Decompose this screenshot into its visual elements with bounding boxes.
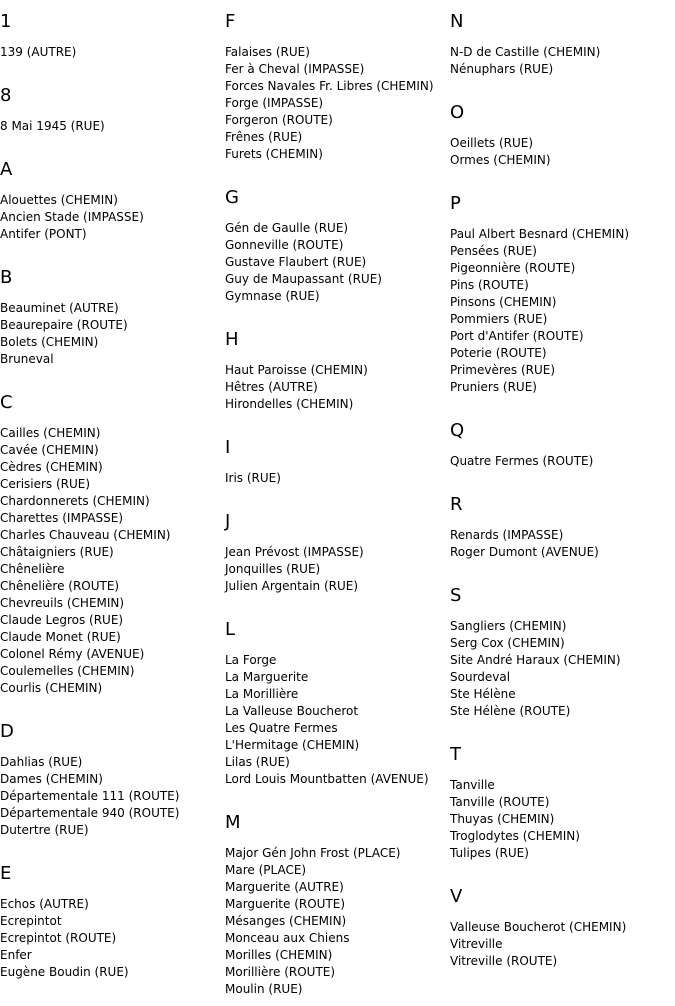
street-link[interactable]: Ste Hélène (450, 687, 516, 701)
street-link[interactable]: Coulemelles (CHEMIN) (0, 664, 135, 678)
letter-section (225, 509, 450, 617)
street-link[interactable]: Enfer (0, 948, 32, 962)
street-list (0, 192, 225, 243)
letter-section (225, 617, 450, 810)
letter-section (225, 185, 450, 327)
street-link[interactable]: Pins (ROUTE) (450, 278, 529, 292)
street-link[interactable]: Marguerite (AUTRE) (225, 880, 344, 894)
street-list (0, 896, 225, 981)
street-link[interactable]: Haut Paroisse (CHEMIN) (225, 363, 368, 377)
letter-section (450, 100, 675, 191)
street-link[interactable]: Gonneville (ROUTE) (225, 238, 344, 252)
street-link[interactable]: Ancien Stade (IMPASSE) (0, 210, 144, 224)
street-link[interactable]: Jean Prévost (IMPASSE) (225, 545, 364, 559)
street-link[interactable]: Dutertre (RUE) (0, 823, 89, 837)
street-link[interactable]: L'Hermitage (CHEMIN) (225, 738, 360, 752)
section-spacer (225, 487, 450, 509)
section-letter-heading: L (225, 619, 236, 640)
section-spacer (450, 470, 675, 492)
street-list (225, 220, 450, 305)
street-link[interactable]: Ormes (CHEMIN) (450, 153, 551, 167)
section-spacer (0, 697, 225, 719)
street-link[interactable]: Cavée (CHEMIN) (0, 443, 99, 457)
street-list (0, 118, 225, 135)
street-link[interactable]: Moulin (RUE) (225, 982, 303, 996)
street-list (450, 777, 675, 862)
section-letter-heading: 8 (0, 85, 12, 106)
letter-section (0, 861, 225, 981)
street-list (225, 845, 450, 998)
street-link[interactable]: Mare (PLACE) (225, 863, 307, 877)
street-list (225, 544, 450, 595)
section-letter-heading: I (225, 437, 231, 458)
section-spacer (225, 413, 450, 435)
street-link[interactable]: Vitreville (ROUTE) (450, 954, 558, 968)
street-link[interactable]: Vitreville (450, 937, 503, 951)
letter-section (450, 191, 675, 418)
section-spacer (450, 720, 675, 742)
section-letter-heading: V (450, 886, 463, 907)
street-list (0, 754, 225, 839)
street-link[interactable]: Forces Navales Fr. Libres (CHEMIN) (225, 79, 434, 93)
section-spacer (0, 839, 225, 861)
letter-section (450, 418, 675, 492)
street-link[interactable]: Chênelière (ROUTE) (0, 579, 120, 593)
section-spacer (450, 169, 675, 191)
street-link[interactable]: Thuyas (CHEMIN) (450, 812, 555, 826)
street-link[interactable]: Pensées (RUE) (450, 244, 537, 258)
street-link[interactable]: Poterie (ROUTE) (450, 346, 547, 360)
street-link[interactable]: Sangliers (CHEMIN) (450, 619, 567, 633)
street-link[interactable]: Gymnase (RUE) (225, 289, 320, 303)
section-spacer (225, 788, 450, 810)
section-letter-heading: F (225, 11, 236, 32)
street-link[interactable]: Bruneval (0, 352, 54, 366)
letter-section (225, 327, 450, 435)
street-link[interactable]: Major Gén John Frost (PLACE) (225, 846, 401, 860)
section-spacer (450, 78, 675, 100)
street-link[interactable]: Les Quatre Fermes (225, 721, 338, 735)
letter-section (0, 265, 225, 390)
street-link[interactable]: Paul Albert Besnard (CHEMIN) (450, 227, 629, 241)
street-link[interactable]: Alouettes (CHEMIN) (0, 193, 118, 207)
street-list (450, 44, 675, 78)
street-link[interactable]: Ste Hélène (ROUTE) (450, 704, 571, 718)
street-link[interactable]: Eugène Boudin (RUE) (0, 965, 129, 979)
street-link[interactable]: Claude Monet (RUE) (0, 630, 121, 644)
street-link[interactable]: Dames (CHEMIN) (0, 772, 103, 786)
street-list (450, 135, 675, 169)
street-link[interactable]: Forgeron (ROUTE) (225, 113, 333, 127)
street-link[interactable]: Gustave Flaubert (RUE) (225, 255, 367, 269)
section-spacer (0, 61, 225, 83)
section-spacer (225, 305, 450, 327)
section-spacer (0, 243, 225, 265)
street-index-column-1 (0, 9, 225, 981)
letter-section (450, 492, 675, 583)
street-link[interactable]: Monceau aux Chiens (225, 931, 350, 945)
street-list (0, 44, 225, 61)
street-list (225, 652, 450, 788)
street-link[interactable]: Pinsons (CHEMIN) (450, 295, 557, 309)
street-link[interactable]: Julien Argentain (RUE) (225, 579, 359, 593)
street-link[interactable]: Lord Louis Mountbatten (AVENUE) (225, 772, 429, 786)
street-link[interactable]: Bolets (CHEMIN) (0, 335, 99, 349)
section-letter-heading: T (450, 744, 461, 765)
street-link[interactable]: Roger Dumont (AVENUE) (450, 545, 599, 559)
section-letter-heading: C (0, 392, 13, 413)
street-link[interactable]: Lilas (RUE) (225, 755, 290, 769)
street-link[interactable]: Charles Chauveau (CHEMIN) (0, 528, 171, 542)
section-spacer (0, 368, 225, 390)
section-spacer (225, 595, 450, 617)
street-link[interactable]: Morilles (CHEMIN) (225, 948, 333, 962)
section-letter-heading: P (450, 193, 461, 214)
street-link[interactable]: Chardonnerets (CHEMIN) (0, 494, 150, 508)
street-link[interactable]: Port d'Antifer (ROUTE) (450, 329, 584, 343)
street-link[interactable]: Charettes (IMPASSE) (0, 511, 123, 525)
section-spacer (450, 396, 675, 418)
letter-section (0, 157, 225, 265)
street-link[interactable]: Départementale 940 (ROUTE) (0, 806, 180, 820)
street-link[interactable]: Pigeonnière (ROUTE) (450, 261, 576, 275)
letter-section (225, 810, 450, 998)
street-link[interactable]: Chênelière (0, 562, 65, 576)
street-link[interactable]: Forge (IMPASSE) (225, 96, 324, 110)
street-link[interactable]: Oeillets (RUE) (450, 136, 534, 150)
street-link[interactable]: 139 (AUTRE) (0, 45, 77, 59)
section-letter-heading: M (225, 812, 241, 833)
section-letter-heading: D (0, 721, 14, 742)
section-letter-heading: H (225, 329, 239, 350)
street-link[interactable]: Furets (CHEMIN) (225, 147, 323, 161)
street-link[interactable]: La Morillière (225, 687, 299, 701)
street-link[interactable]: Beauminet (AUTRE) (0, 301, 119, 315)
section-spacer (0, 135, 225, 157)
street-link[interactable]: Gén de Gaulle (RUE) (225, 221, 349, 235)
street-link[interactable]: Renards (IMPASSE) (450, 528, 564, 542)
street-link[interactable]: Départementale 111 (ROUTE) (0, 789, 180, 803)
street-link[interactable]: Morillière (ROUTE) (225, 965, 336, 979)
section-letter-heading: Q (450, 420, 465, 441)
street-link[interactable]: Hêtres (AUTRE) (225, 380, 318, 394)
street-list (225, 44, 450, 163)
street-link[interactable]: Nénuphars (RUE) (450, 62, 554, 76)
street-link[interactable]: Beaurepaire (ROUTE) (0, 318, 128, 332)
street-list (225, 362, 450, 413)
street-link[interactable]: La Forge (225, 653, 277, 667)
letter-section (0, 9, 225, 83)
street-link[interactable]: Dahlias (RUE) (0, 755, 83, 769)
street-link[interactable]: Cerisiers (RUE) (0, 477, 91, 491)
street-link[interactable]: Antifer (PONT) (0, 227, 87, 241)
section-letter-heading: R (450, 494, 463, 515)
street-link[interactable]: Serg Cox (CHEMIN) (450, 636, 565, 650)
street-link[interactable]: Cèdres (CHEMIN) (0, 460, 103, 474)
street-link[interactable]: Site André Haraux (CHEMIN) (450, 653, 621, 667)
street-link[interactable]: Falaises (RUE) (225, 45, 310, 59)
street-link[interactable]: Sourdeval (450, 670, 511, 684)
section-letter-heading: S (450, 585, 462, 606)
street-link[interactable]: Tanville (ROUTE) (450, 795, 550, 809)
letter-section (450, 884, 675, 970)
letter-section (450, 742, 675, 884)
street-link[interactable]: Claude Legros (RUE) (0, 613, 124, 627)
section-letter-heading: O (450, 102, 465, 123)
street-list (225, 470, 450, 487)
street-link[interactable]: Primevères (RUE) (450, 363, 556, 377)
section-letter-heading: J (225, 511, 231, 532)
street-link[interactable]: Frênes (RUE) (225, 130, 303, 144)
section-letter-heading: E (0, 863, 12, 884)
street-link[interactable]: 8 Mai 1945 (RUE) (0, 119, 105, 133)
street-link[interactable]: Hirondelles (CHEMIN) (225, 397, 354, 411)
street-list (0, 425, 225, 697)
section-letter-heading: B (0, 267, 13, 288)
section-letter-heading: G (225, 187, 239, 208)
street-link[interactable]: Châtaigniers (RUE) (0, 545, 114, 559)
street-link[interactable]: Iris (RUE) (225, 471, 281, 485)
street-link[interactable]: Courlis (CHEMIN) (0, 681, 103, 695)
street-list (450, 453, 675, 470)
street-link[interactable]: Jonquilles (RUE) (225, 562, 321, 576)
street-link[interactable]: Pruniers (RUE) (450, 380, 537, 394)
street-link[interactable]: Marguerite (ROUTE) (225, 897, 346, 911)
street-link[interactable]: Quatre Fermes (ROUTE) (450, 454, 594, 468)
street-link[interactable]: Valleuse Boucherot (CHEMIN) (450, 920, 627, 934)
street-list (0, 300, 225, 368)
street-link[interactable]: Mésanges (CHEMIN) (225, 914, 347, 928)
street-link[interactable]: Fer à Cheval (IMPASSE) (225, 62, 365, 76)
street-link[interactable]: Ecrepintot (ROUTE) (0, 931, 117, 945)
street-link[interactable]: Ecrepintot (0, 914, 62, 928)
street-link[interactable]: Troglodytes (CHEMIN) (450, 829, 580, 843)
street-list (450, 618, 675, 720)
street-index-column-3 (450, 9, 675, 970)
street-link[interactable]: Tulipes (RUE) (450, 846, 529, 860)
street-link[interactable]: Guy de Maupassant (RUE) (225, 272, 382, 286)
letter-section (225, 9, 450, 185)
section-spacer (225, 163, 450, 185)
street-link[interactable]: Tanville (450, 778, 495, 792)
letter-section (0, 390, 225, 719)
letter-section (225, 435, 450, 509)
section-spacer (450, 561, 675, 583)
letter-section (450, 9, 675, 100)
street-index-column-2 (225, 9, 450, 998)
street-link[interactable]: La Valleuse Boucherot (225, 704, 359, 718)
street-list (450, 527, 675, 561)
section-spacer (450, 862, 675, 884)
street-list (450, 226, 675, 396)
section-letter-heading: 1 (0, 11, 12, 32)
section-letter-heading: A (0, 159, 13, 180)
letter-section (0, 719, 225, 861)
letter-section (450, 583, 675, 742)
section-letter-heading: N (450, 11, 464, 32)
street-link[interactable]: Pommiers (RUE) (450, 312, 548, 326)
street-link[interactable]: Echos (AUTRE) (0, 897, 89, 911)
street-link[interactable]: Cailles (CHEMIN) (0, 426, 101, 440)
street-link[interactable]: N-D de Castille (CHEMIN) (450, 45, 601, 59)
street-link[interactable]: Colonel Rémy (AVENUE) (0, 647, 145, 661)
letter-section (0, 83, 225, 157)
street-list (450, 919, 675, 970)
street-link[interactable]: La Marguerite (225, 670, 309, 684)
street-link[interactable]: Chevreuils (CHEMIN) (0, 596, 125, 610)
